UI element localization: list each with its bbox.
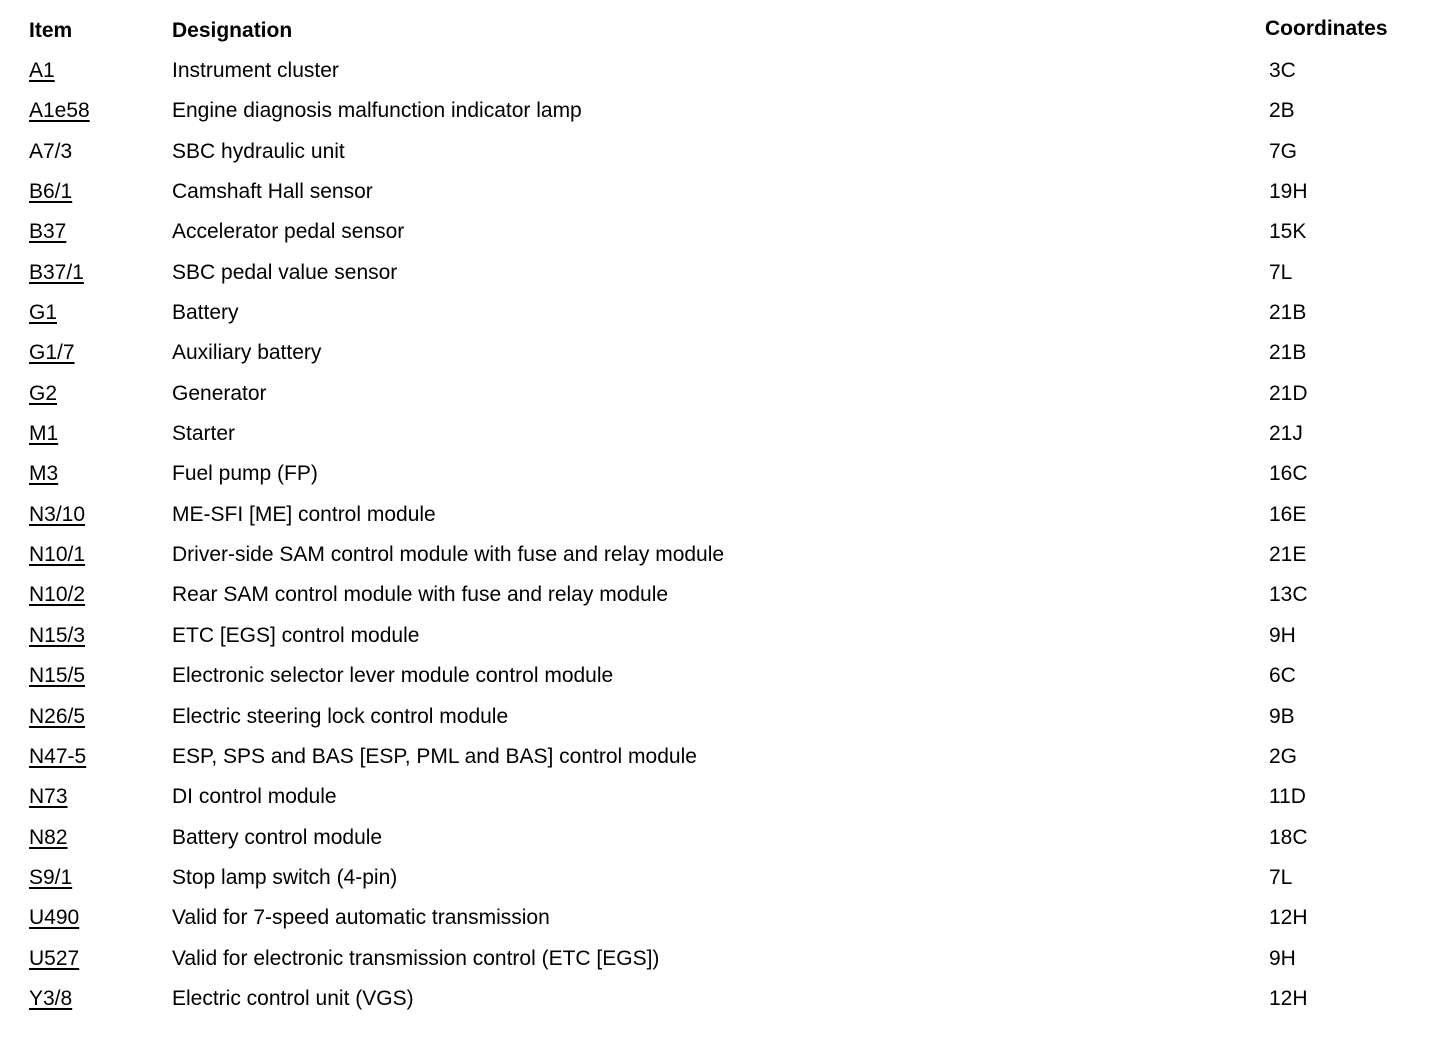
coordinates-text: 7L: [1269, 865, 1293, 889]
coordinates-text: 9H: [1269, 946, 1296, 970]
item-code-link[interactable]: Y3/8: [29, 986, 73, 1010]
item-code-link[interactable]: B37: [29, 220, 67, 244]
item-code-link[interactable]: U527: [29, 946, 80, 970]
coordinates-text: 2G: [1269, 744, 1298, 768]
column-header-designation: Designation: [172, 19, 293, 42]
table-row: [0, 58, 1456, 98]
item-code-link[interactable]: G2: [29, 381, 58, 405]
item-code-link[interactable]: B6/1: [29, 180, 73, 204]
coordinates-text: 2B: [1269, 99, 1295, 123]
designation-text: Electric steering lock control module: [172, 704, 509, 728]
coordinates-text: 3C: [1269, 59, 1296, 82]
column-header-item: Item: [29, 19, 73, 42]
designation-text: Instrument cluster: [172, 59, 339, 82]
item-code: A7/3: [29, 139, 73, 163]
legend-rows: [0, 58, 1456, 1026]
table-row: [0, 260, 1456, 300]
table-row: [0, 502, 1456, 542]
table-row: [0, 704, 1456, 744]
column-header-coordinates: Coordinates: [1265, 17, 1388, 40]
coordinates-text: 21B: [1269, 301, 1307, 325]
item-code-link[interactable]: N15/5: [29, 664, 86, 688]
coordinates-text: 7G: [1269, 139, 1298, 163]
item-code-link[interactable]: N10/2: [29, 583, 86, 607]
designation-text: Driver-side SAM control module with fuse and relay module: [172, 543, 725, 567]
designation-text: ME-SFI [ME] control module: [172, 502, 436, 526]
designation-text: Valid for 7-speed automatic transmission: [172, 906, 550, 930]
designation-text: DI control module: [172, 785, 337, 809]
item-code-link[interactable]: M1: [29, 422, 59, 446]
coordinates-text: 13C: [1269, 583, 1308, 607]
designation-text: ETC [EGS] control module: [172, 623, 420, 647]
table-row: [0, 421, 1456, 461]
table-row: [0, 946, 1456, 986]
coordinates-text: 21B: [1269, 341, 1307, 365]
coordinates-text: 7L: [1269, 260, 1293, 284]
designation-text: ESP, SPS and BAS [ESP, PML and BAS] control module: [172, 744, 697, 768]
coordinates-text: 18C: [1269, 825, 1308, 849]
table-row: [0, 139, 1456, 179]
table-row: [0, 219, 1456, 259]
item-code-link[interactable]: G1/7: [29, 341, 75, 365]
coordinates-text: 16C: [1269, 462, 1308, 486]
designation-text: Starter: [172, 422, 236, 446]
table-row: [0, 98, 1456, 138]
table-row: [0, 461, 1456, 501]
item-code-link[interactable]: U490: [29, 906, 80, 930]
designation-text: Camshaft Hall sensor: [172, 180, 373, 204]
item-code-link[interactable]: M3: [29, 462, 59, 486]
table-row: [0, 825, 1456, 865]
designation-text: Electronic selector lever module control module: [172, 664, 614, 688]
designation-text: Valid for electronic transmission control (ETC [EGS]): [172, 946, 660, 970]
designation-text: SBC pedal value sensor: [172, 260, 398, 284]
designation-text: Rear SAM control module with fuse and relay module: [172, 583, 669, 607]
coordinates-text: 21D: [1269, 381, 1308, 405]
table-row: [0, 340, 1456, 380]
coordinates-text: 12H: [1269, 906, 1308, 930]
designation-text: Engine diagnosis malfunction indicator lamp: [172, 99, 582, 123]
designation-text: Stop lamp switch (4-pin): [172, 865, 398, 889]
table-row: [0, 905, 1456, 945]
table-row: [0, 744, 1456, 784]
item-code-link[interactable]: N73: [29, 785, 68, 809]
item-code-link[interactable]: G1: [29, 301, 58, 325]
table-row: [0, 381, 1456, 421]
item-code-link[interactable]: N15/3: [29, 623, 86, 647]
coordinates-text: 9H: [1269, 623, 1296, 647]
coordinates-text: 19H: [1269, 180, 1308, 204]
table-row: [0, 542, 1456, 582]
table-row: [0, 986, 1456, 1026]
table-row: [0, 179, 1456, 219]
item-code-link[interactable]: A1: [29, 59, 55, 82]
coordinates-text: 21J: [1269, 422, 1303, 446]
item-code-link[interactable]: N10/1: [29, 543, 86, 567]
designation-text: Fuel pump (FP): [172, 462, 318, 486]
coordinates-text: 21E: [1269, 543, 1307, 567]
table-row: [0, 582, 1456, 622]
coordinates-text: 11D: [1269, 785, 1306, 809]
coordinates-text: 15K: [1269, 220, 1307, 244]
item-code-link[interactable]: N26/5: [29, 704, 86, 728]
item-code-link[interactable]: N47-5: [29, 744, 87, 768]
item-code-link[interactable]: N3/10: [29, 502, 86, 526]
item-code-link[interactable]: S9/1: [29, 865, 73, 889]
designation-text: Generator: [172, 381, 267, 405]
table-row: [0, 865, 1456, 905]
designation-text: Battery control module: [172, 825, 383, 849]
designation-text: Accelerator pedal sensor: [172, 220, 405, 244]
coordinates-text: 6C: [1269, 664, 1296, 688]
coordinates-text: 16E: [1269, 502, 1307, 526]
item-code-link[interactable]: N82: [29, 825, 68, 849]
designation-text: Battery: [172, 301, 239, 325]
item-code-link[interactable]: B37/1: [29, 260, 84, 284]
item-code-link[interactable]: A1e58: [29, 99, 90, 123]
table-row: [0, 663, 1456, 703]
designation-text: SBC hydraulic unit: [172, 139, 345, 163]
coordinates-text: 9B: [1269, 704, 1295, 728]
table-row: [0, 623, 1456, 663]
designation-text: Electric control unit (VGS): [172, 986, 414, 1010]
designation-text: Auxiliary battery: [172, 341, 322, 365]
coordinates-text: 12H: [1269, 986, 1308, 1010]
table-row: [0, 300, 1456, 340]
table-row: [0, 784, 1456, 824]
